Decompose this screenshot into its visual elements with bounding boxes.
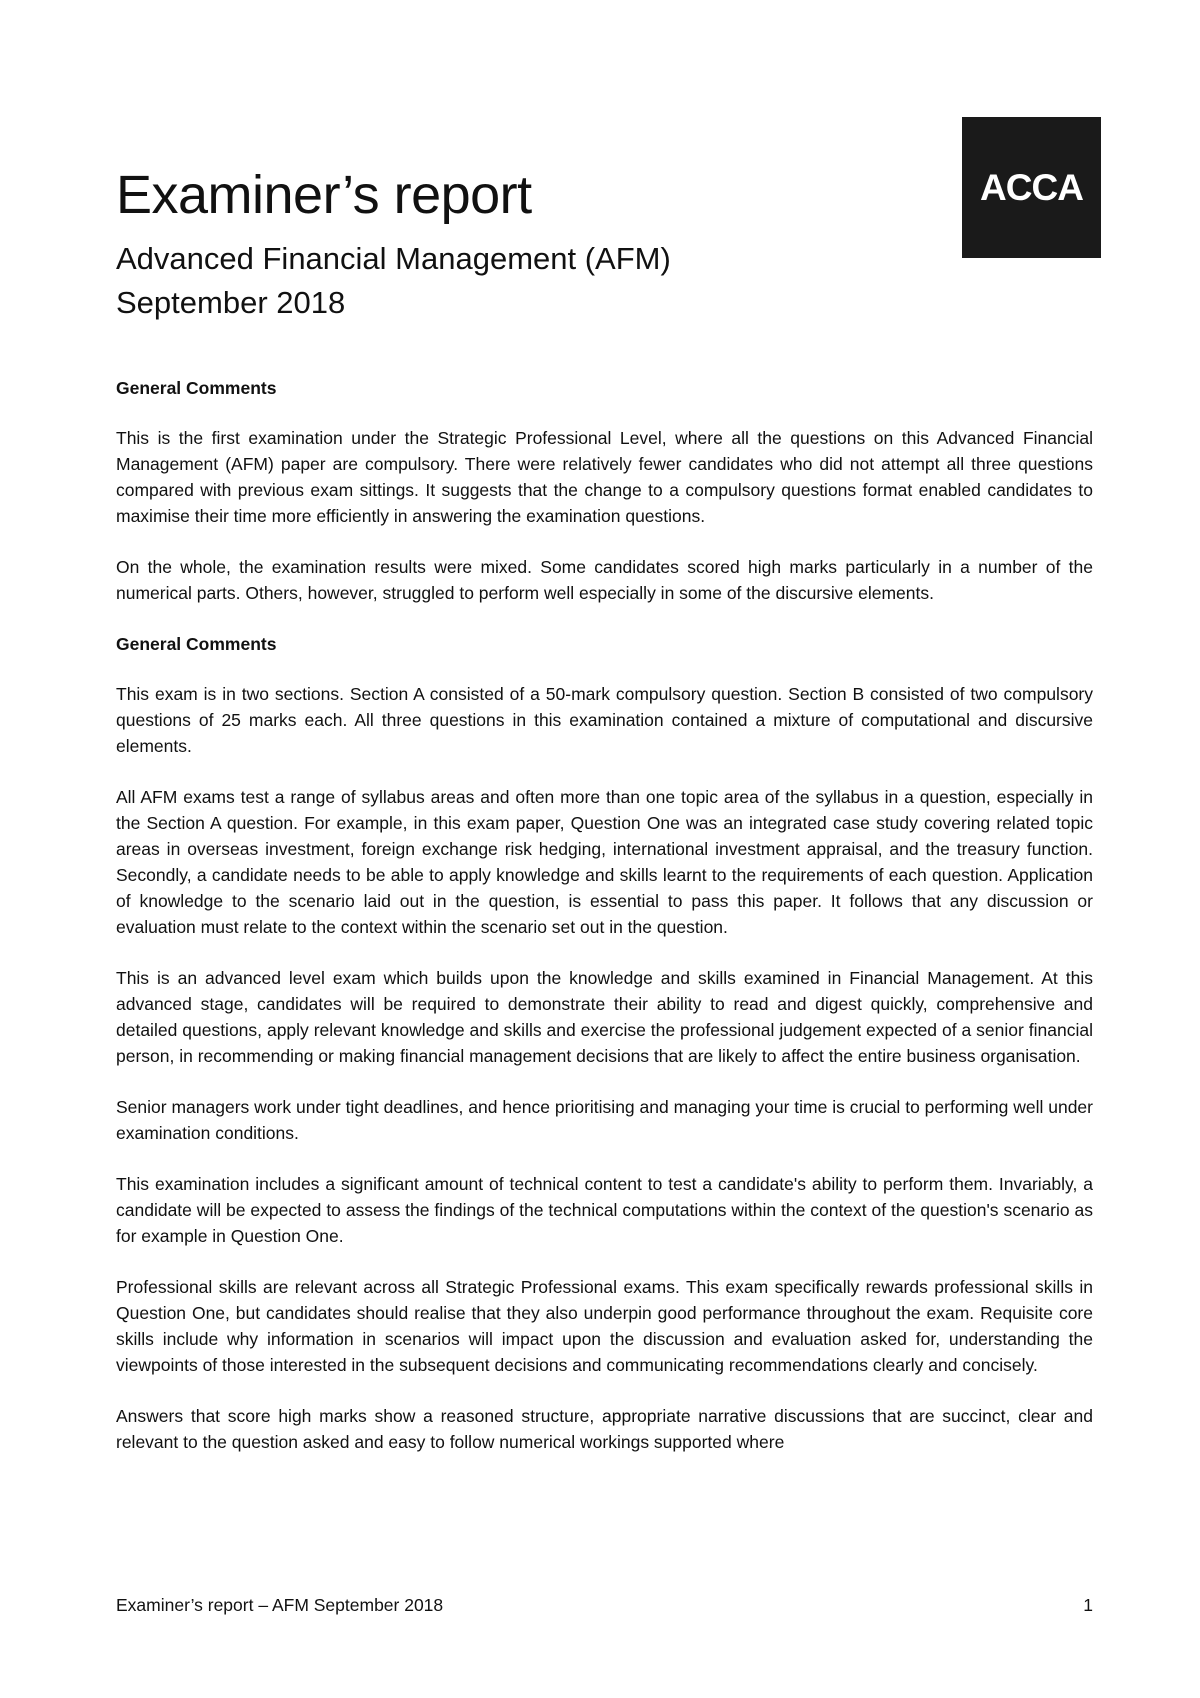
page-number: 1	[1083, 1595, 1093, 1615]
body-paragraph: Answers that score high marks show a reasoned structure, appropriate narrative discussions that are succinct, clear and relevant to the question asked and easy to follow numerical workings supported where	[116, 1406, 1093, 1452]
body-paragraph: This is the first examination under the Strategic Professional Level, where all the questions on this Advanced Financial Management (AFM) paper are compulsory. There were relatively fewer candidates who did not attempt all three questions compared with previous exam sittings. It suggests that the change to a compulsory questions format enabled candidates to maximise their time more efficiently in answering the examination questions.	[116, 428, 1093, 526]
report-body	[116, 375, 1093, 1480]
body-paragraph: Senior managers work under tight deadlines, and hence prioritising and managing your time is crucial to performing well under examination conditions.	[116, 1097, 1093, 1143]
body-paragraph: This is an advanced level exam which builds upon the knowledge and skills examined in Financial Management. At this advanced stage, candidates will be required to demonstrate their ability to read and digest quickly, comprehensive and detailed questions, apply relevant knowledge and skills and exercise the professional judgement expected of a senior financial person, in recommending or making financial management decisions that are likely to affect the entire business organisation.	[116, 968, 1093, 1066]
body-paragraph: This examination includes a significant amount of technical content to test a candidate's ability to perform them. Invariably, a candidate will be expected to assess the findings of the technical computations within the context of the question's scenario as for example in Question One.	[116, 1174, 1093, 1246]
section-heading: General Comments	[116, 378, 277, 398]
page-title: Examiner’s report	[116, 165, 532, 225]
acca-logo	[962, 117, 1101, 258]
report-header	[116, 163, 916, 325]
page-footer	[116, 1595, 1093, 1616]
logo-text: ACCA	[980, 166, 1083, 208]
section-heading: General Comments	[116, 634, 277, 654]
exam-session: September 2018	[116, 285, 346, 320]
footer-title: Examiner’s report – AFM September 2018	[116, 1595, 444, 1615]
body-paragraph: On the whole, the examination results were mixed. Some candidates scored high marks particularly in a number of the numerical parts. Others, however, struggled to perform well especially in some of the discursive elements.	[116, 557, 1093, 603]
body-paragraph: Professional skills are relevant across all Strategic Professional exams. This exam specifically rewards professional skills in Question One, but candidates should realise that they also underpin good performance throughout the exam. Requisite core skills include why information in scenarios will impact upon the discussion and evaluation asked for, understanding the viewpoints of those interested in the subsequent decisions and communicating recommendations clearly and concisely.	[116, 1277, 1093, 1375]
paper-name: Advanced Financial Management (AFM)	[116, 241, 671, 276]
body-paragraph: All AFM exams test a range of syllabus areas and often more than one topic area of the syllabus in a question, especially in the Section A question. For example, in this exam paper, Question One was an integrated case study covering related topic areas in overseas investment, foreign exchange risk hedging, international investment appraisal, and the treasury function. Secondly, a candidate needs to be able to apply knowledge and skills learnt to the requirements of each question. Application of knowledge to the scenario laid out in the question, is essential to pass this paper. It follows that any discussion or evaluation must relate to the context within the scenario set out in the question.	[116, 787, 1093, 937]
body-paragraph: This exam is in two sections. Section A consisted of a 50-mark compulsory question. Section B consisted of two compulsory questions of 25 marks each. All three questions in this examination contained a mixture of computational and discursive elements.	[116, 684, 1093, 756]
